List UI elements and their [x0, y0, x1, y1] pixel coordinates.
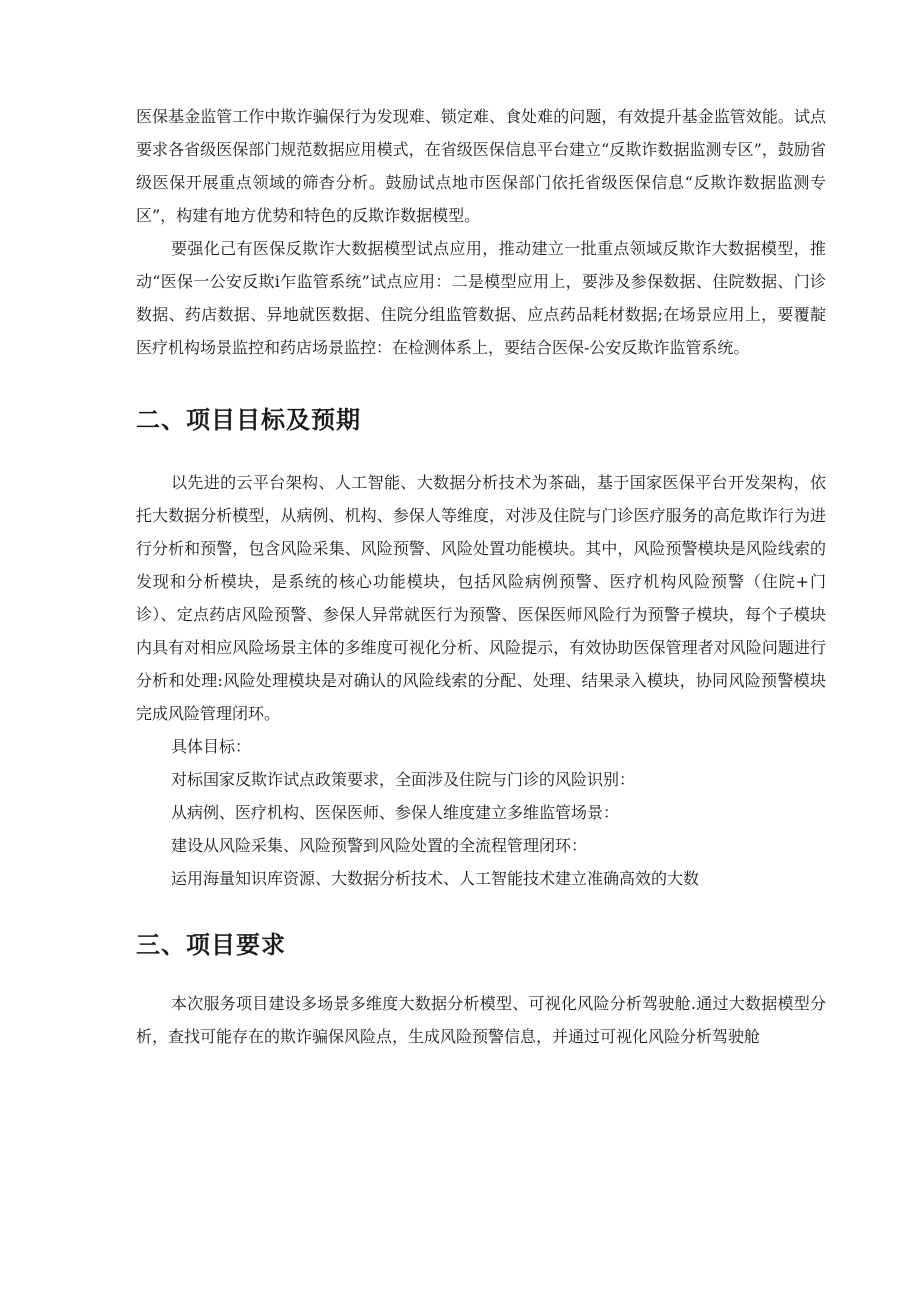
body-paragraph: 要强化己有医保反欺诈大数据模型试点应用，推动建立一批重点领域反欺诈大数据模型，推动“医保一公安反欺i乍监管系统”试点应用：二是模型应用上，要涉及参保数据、住院数据、门诊数据、药店数据、异地就医数据、住院分组监管数据、应点药品耗材数据;在场景应用上，要覆靛医疗机构场景监控和药店场景监控：在检测体系上，要结合医保-公安反欺诈监管系统。: [136, 239, 826, 357]
section-goals: [136, 466, 826, 895]
target-item: 从病例、医疗机构、医保医师、参保人维度建立多维监管场景：: [171, 803, 620, 822]
document-page: [136, 100, 826, 1053]
body-paragraph: 以先进的云平台架构、人工智能、大数据分析技术为茶础，基于国家医保平台开发架构，依托大数据分析模型，从病例、机构、参保人等维度，对涉及住院与门诊医疗服务的高危欺诈行为进行分析和预警，包含风险采集、风险预警、风险处置功能模块。其中，风险预警模块是风险线索的发现和分析模块，是系统的核心功能模块，包括风险病例预警、医疗机构风险预警（住院+门诊）、定点药店风险预警、参保人异常就医行为预警、医保医师风险行为预警子模块，每个子模块内具有对相应风险场景主体的多维度可视化分析、风险提示，有效协助医保管理者对风险问题进行分析和处理:风险处理模块是对确认的风险线索的分配、处理、结果录入模块，协同风险预警模块完成风险管理闭环。: [136, 473, 826, 723]
target-item: 对标国家反欺诈试点政策要求，全面涉及住院与门诊的风险识别：: [171, 770, 636, 789]
target-item: 运用海量知识库资源、大数据分析技术、人工智能技术建立准确高效的大数: [171, 869, 700, 888]
target-item: 建设从风险采集、风险预警到风险处置的全流程管理闭环：: [171, 836, 588, 855]
body-paragraph: 医保基金监管工作中欺诈骗保行为发现难、锁定难、食处难的问题，有效提升基金监管效能。试点要求各省级医保部门规范数据应用模式，在省级医保信息平台建立“反欺诈数据监测专区”，鼓励省级医保开展重点领域的筛杳分析。鼓励试点地市医保部门依托省级医保信息“反欺诈数据监测专区”，构建有地方优势和特色的反欺诈数据模型。: [136, 107, 826, 225]
body-paragraph: 本次服务项目建设多场景多维度大数据分析模型、可视化风险分析驾驶舱.通过大数据模型分析，查找可能存在的欺诈骗保风险点，生成风险预警信息，并通过可视化风险分析驾驶舱: [136, 994, 826, 1046]
section-background: [136, 100, 826, 364]
section-requirements: [136, 987, 826, 1053]
section-heading-goals: 二、项目目标及预期: [136, 406, 361, 434]
targets-label: 具体目标：: [171, 737, 252, 756]
section-heading-requirements: 三、项目要求: [136, 931, 286, 959]
